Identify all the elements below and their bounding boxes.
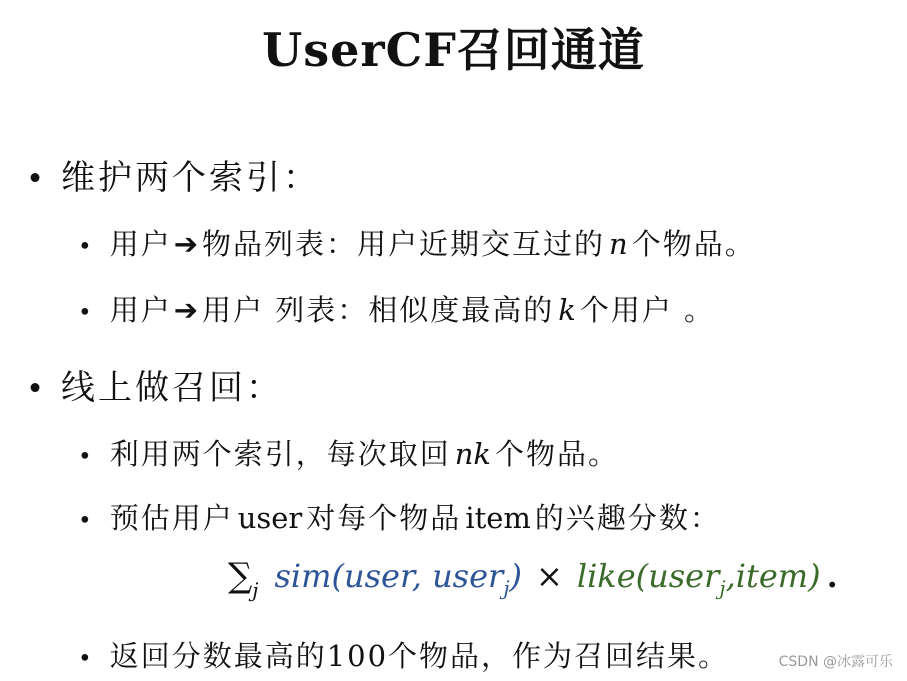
bullet: • [78, 645, 94, 672]
score-formula [228, 556, 838, 602]
term-item: item [465, 501, 531, 535]
item-text: 的兴趣分数： [534, 501, 721, 535]
right-arrow-icon: ➔ [173, 227, 201, 261]
item-text: 用户 [109, 227, 172, 261]
paren: ( [635, 557, 649, 595]
list-item-user-item-index [78, 222, 756, 263]
right-arrow-icon: ➔ [173, 293, 201, 327]
paren: ) [808, 557, 821, 595]
item-text: 物品列表：用户近期交互过的 [202, 227, 606, 261]
math-variable-nk: nk [454, 437, 491, 471]
math-variable-n: n [609, 227, 628, 261]
summation-symbol: ∑ [228, 556, 253, 596]
section-online-recall [26, 360, 283, 409]
paren: ) [509, 557, 523, 595]
bullet: • [78, 443, 94, 470]
bullet: • [78, 299, 94, 326]
like-function: like [576, 557, 636, 595]
sim-arg-user: user, [343, 557, 422, 595]
bullet: • [26, 162, 48, 197]
watermark: CSDN @冰露可乐 [778, 654, 893, 670]
bullet: • [78, 233, 94, 260]
list-item-estimate-score [78, 496, 721, 537]
bullet: • [78, 507, 94, 534]
item-text: 返回分数最高的100个物品，作为召回结果。 [109, 639, 730, 673]
item-text: 个用户 。 [579, 293, 716, 327]
formula-period: . [826, 557, 838, 595]
section-label: 线上做召回： [61, 368, 284, 408]
section-label: 维护两个索引： [61, 158, 321, 198]
summation-index: j [252, 578, 259, 602]
item-text: 用户 列表：相似度最高的 [202, 293, 555, 327]
slide-title: UserCF召回通道 [262, 23, 645, 77]
list-item-return-top100 [78, 634, 729, 675]
sim-function: sim [274, 557, 332, 595]
times-operator: × [536, 557, 563, 595]
paren: ( [331, 557, 344, 595]
subscript-j: j [503, 576, 510, 600]
item-text: 预估用户 [109, 501, 234, 535]
section-maintain-indexes [26, 150, 320, 199]
bullet: • [26, 372, 48, 407]
term-user: user [237, 501, 303, 535]
like-term [576, 557, 821, 600]
subscript-j: j [719, 576, 726, 600]
item-text: 个物品。 [631, 227, 756, 261]
item-text: 用户 [109, 293, 172, 327]
item-text: 利用两个索引，每次取回 [109, 437, 451, 471]
like-arg-userj: user [648, 557, 720, 595]
sim-term [274, 557, 523, 600]
like-arg-item: ,item [725, 557, 809, 595]
item-text: 个物品。 [494, 437, 619, 471]
list-item-fetch-nk [78, 432, 619, 473]
math-variable-k: k [558, 293, 576, 327]
list-item-user-user-index [78, 288, 715, 329]
sim-arg-userj: user [432, 557, 504, 595]
item-text: 对每个物品 [306, 501, 462, 535]
